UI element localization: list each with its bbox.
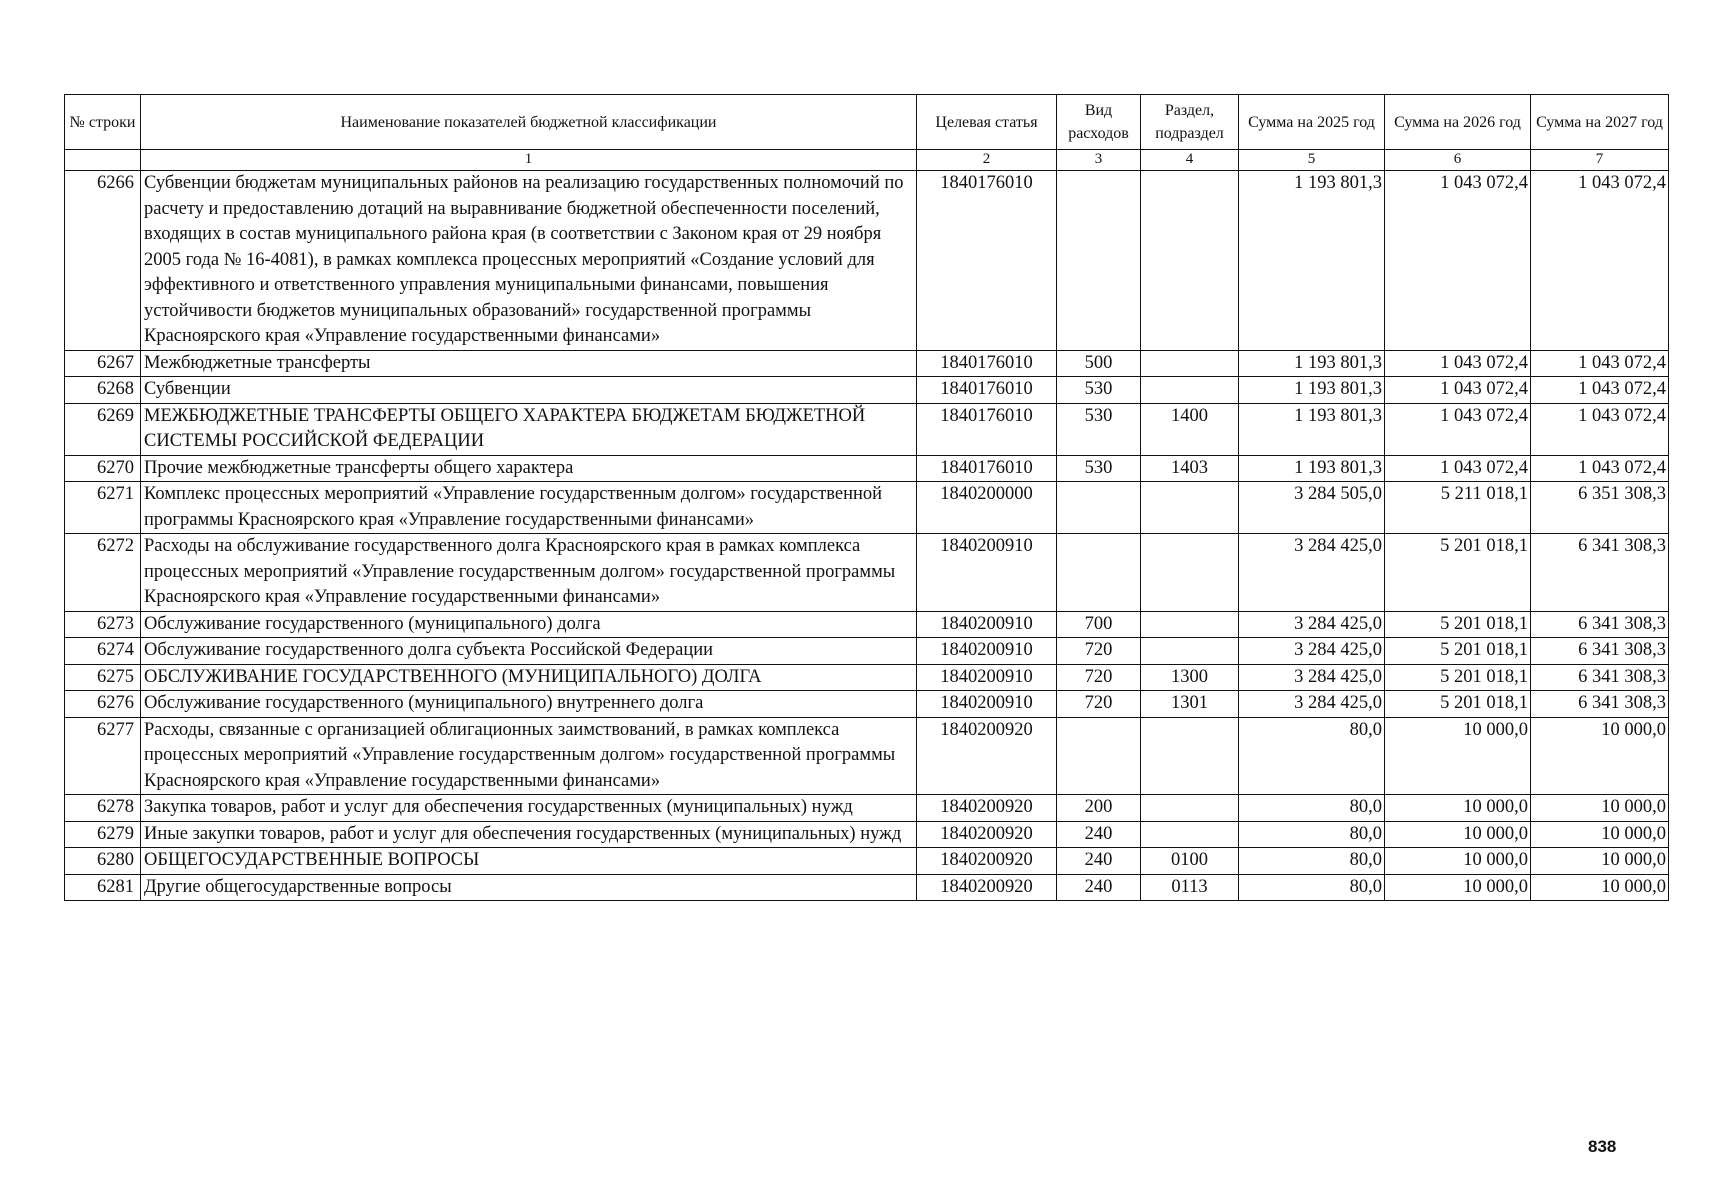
row-number: 6276 bbox=[65, 691, 141, 718]
row-expense-kind: 530 bbox=[1057, 455, 1141, 482]
row-number: 6268 bbox=[65, 377, 141, 404]
column-number-row bbox=[65, 150, 1669, 171]
col-number: 7 bbox=[1531, 150, 1669, 171]
row-sum-2025: 3 284 425,0 bbox=[1239, 534, 1385, 612]
row-sum-2027: 1 043 072,4 bbox=[1531, 377, 1669, 404]
row-expense-kind: 530 bbox=[1057, 377, 1141, 404]
row-section bbox=[1141, 795, 1239, 822]
row-sum-2026: 10 000,0 bbox=[1385, 821, 1531, 848]
row-name: Иные закупки товаров, работ и услуг для обеспечения государственных (муниципальных) нужд bbox=[141, 821, 917, 848]
row-sum-2025: 80,0 bbox=[1239, 848, 1385, 875]
table-row bbox=[65, 638, 1669, 665]
row-target-article: 1840200000 bbox=[917, 482, 1057, 534]
row-sum-2026: 1 043 072,4 bbox=[1385, 171, 1531, 351]
row-name: Расходы, связанные с организацией облигационных заимствований, в рамках комплекса процессных мероприятий «Управление государственным долгом» государственной программы Красноярского края «Управление государственными финансами» bbox=[141, 717, 917, 795]
row-expense-kind: 240 bbox=[1057, 821, 1141, 848]
row-sum-2027: 1 043 072,4 bbox=[1531, 455, 1669, 482]
row-target-article: 1840200920 bbox=[917, 848, 1057, 875]
row-name: Другие общегосударственные вопросы bbox=[141, 874, 917, 901]
row-name: Расходы на обслуживание государственного долга Красноярского края в рамках комплекса процессных мероприятий «Управление государственным долгом» государственной программы Красноярского края «Управление государственными финансами» bbox=[141, 534, 917, 612]
row-target-article: 1840200910 bbox=[917, 611, 1057, 638]
row-expense-kind bbox=[1057, 171, 1141, 351]
row-number: 6280 bbox=[65, 848, 141, 875]
row-section: 0100 bbox=[1141, 848, 1239, 875]
row-sum-2026: 10 000,0 bbox=[1385, 795, 1531, 822]
row-target-article: 1840200920 bbox=[917, 821, 1057, 848]
row-name: Комплекс процессных мероприятий «Управление государственным долгом» государственной программы Красноярского края «Управление государственными финансами» bbox=[141, 482, 917, 534]
row-expense-kind: 240 bbox=[1057, 848, 1141, 875]
row-target-article: 1840200910 bbox=[917, 664, 1057, 691]
row-sum-2025: 3 284 505,0 bbox=[1239, 482, 1385, 534]
row-sum-2027: 1 043 072,4 bbox=[1531, 403, 1669, 455]
row-target-article: 1840176010 bbox=[917, 350, 1057, 377]
row-expense-kind bbox=[1057, 534, 1141, 612]
row-sum-2027: 6 341 308,3 bbox=[1531, 664, 1669, 691]
table-row bbox=[65, 403, 1669, 455]
col-number: 4 bbox=[1141, 150, 1239, 171]
row-sum-2027: 6 341 308,3 bbox=[1531, 638, 1669, 665]
row-expense-kind: 530 bbox=[1057, 403, 1141, 455]
row-sum-2027: 6 341 308,3 bbox=[1531, 534, 1669, 612]
row-sum-2026: 1 043 072,4 bbox=[1385, 350, 1531, 377]
col-number bbox=[65, 150, 141, 171]
row-sum-2026: 1 043 072,4 bbox=[1385, 377, 1531, 404]
row-target-article: 1840200920 bbox=[917, 717, 1057, 795]
row-expense-kind: 720 bbox=[1057, 691, 1141, 718]
row-sum-2026: 10 000,0 bbox=[1385, 717, 1531, 795]
row-sum-2025: 1 193 801,3 bbox=[1239, 403, 1385, 455]
row-sum-2027: 10 000,0 bbox=[1531, 795, 1669, 822]
row-sum-2027: 6 351 308,3 bbox=[1531, 482, 1669, 534]
row-target-article: 1840200920 bbox=[917, 795, 1057, 822]
row-number: 6278 bbox=[65, 795, 141, 822]
row-name: Обслуживание государственного (муниципального) внутреннего долга bbox=[141, 691, 917, 718]
row-sum-2025: 3 284 425,0 bbox=[1239, 691, 1385, 718]
row-section bbox=[1141, 482, 1239, 534]
row-sum-2025: 1 193 801,3 bbox=[1239, 171, 1385, 351]
table-row bbox=[65, 717, 1669, 795]
row-sum-2025: 1 193 801,3 bbox=[1239, 377, 1385, 404]
row-name: Субвенции бюджетам муниципальных районов на реализацию государственных полномочий по расчету и предоставлению дотаций на выравнивание бюджетной обеспеченности поселений, входящих в состав муниципального района края (в соответствии с Законом края от 29 ноября 2005 года № 16-4081), в рамках комплекса процессных мероприятий «Создание условий для эффективного и ответственного управления муниципальными финансами, повышения устойчивости бюджетов муниципальных образований» государственной программы Красноярского края «Управление государственными финансами» bbox=[141, 171, 917, 351]
row-target-article: 1840176010 bbox=[917, 171, 1057, 351]
row-name: Обслуживание государственного (муниципального) долга bbox=[141, 611, 917, 638]
row-sum-2027: 10 000,0 bbox=[1531, 848, 1669, 875]
col-header-name: Наименование показателей бюджетной классификации bbox=[141, 95, 917, 150]
col-number: 3 bbox=[1057, 150, 1141, 171]
row-section bbox=[1141, 717, 1239, 795]
row-section: 1403 bbox=[1141, 455, 1239, 482]
row-expense-kind: 720 bbox=[1057, 664, 1141, 691]
row-sum-2026: 5 201 018,1 bbox=[1385, 534, 1531, 612]
row-expense-kind: 240 bbox=[1057, 874, 1141, 901]
row-number: 6279 bbox=[65, 821, 141, 848]
row-sum-2025: 3 284 425,0 bbox=[1239, 611, 1385, 638]
row-number: 6272 bbox=[65, 534, 141, 612]
table-row bbox=[65, 664, 1669, 691]
row-sum-2027: 10 000,0 bbox=[1531, 874, 1669, 901]
row-sum-2026: 1 043 072,4 bbox=[1385, 455, 1531, 482]
row-name: Субвенции bbox=[141, 377, 917, 404]
row-sum-2027: 1 043 072,4 bbox=[1531, 350, 1669, 377]
row-number: 6271 bbox=[65, 482, 141, 534]
row-sum-2026: 10 000,0 bbox=[1385, 874, 1531, 901]
row-expense-kind bbox=[1057, 482, 1141, 534]
row-sum-2025: 80,0 bbox=[1239, 821, 1385, 848]
row-number: 6281 bbox=[65, 874, 141, 901]
row-sum-2025: 3 284 425,0 bbox=[1239, 638, 1385, 665]
row-sum-2027: 10 000,0 bbox=[1531, 821, 1669, 848]
row-sum-2026: 5 211 018,1 bbox=[1385, 482, 1531, 534]
col-number: 6 bbox=[1385, 150, 1531, 171]
table-row bbox=[65, 821, 1669, 848]
row-target-article: 1840200920 bbox=[917, 874, 1057, 901]
row-section bbox=[1141, 377, 1239, 404]
page-number: 838 bbox=[1588, 1137, 1617, 1156]
row-section: 1301 bbox=[1141, 691, 1239, 718]
row-name: МЕЖБЮДЖЕТНЫЕ ТРАНСФЕРТЫ ОБЩЕГО ХАРАКТЕРА БЮДЖЕТАМ БЮДЖЕТНОЙ СИСТЕМЫ РОССИЙСКОЙ ФЕДЕРАЦИИ bbox=[141, 403, 917, 455]
table-row bbox=[65, 171, 1669, 351]
col-header-target: Целевая статья bbox=[917, 95, 1057, 150]
table-row bbox=[65, 377, 1669, 404]
table-row bbox=[65, 350, 1669, 377]
row-sum-2026: 5 201 018,1 bbox=[1385, 638, 1531, 665]
table-row bbox=[65, 795, 1669, 822]
table-body bbox=[65, 171, 1669, 901]
table-row bbox=[65, 534, 1669, 612]
row-section bbox=[1141, 534, 1239, 612]
col-header-kind: Вид расходов bbox=[1057, 95, 1141, 150]
row-sum-2027: 6 341 308,3 bbox=[1531, 691, 1669, 718]
row-name: Обслуживание государственного долга субъекта Российской Федерации bbox=[141, 638, 917, 665]
row-sum-2026: 1 043 072,4 bbox=[1385, 403, 1531, 455]
row-expense-kind bbox=[1057, 717, 1141, 795]
row-number: 6277 bbox=[65, 717, 141, 795]
row-expense-kind: 700 bbox=[1057, 611, 1141, 638]
row-sum-2027: 6 341 308,3 bbox=[1531, 611, 1669, 638]
table-row bbox=[65, 874, 1669, 901]
row-sum-2026: 10 000,0 bbox=[1385, 848, 1531, 875]
row-expense-kind: 200 bbox=[1057, 795, 1141, 822]
row-number: 6274 bbox=[65, 638, 141, 665]
row-target-article: 1840176010 bbox=[917, 377, 1057, 404]
col-header-section: Раздел, подраздел bbox=[1141, 95, 1239, 150]
row-section bbox=[1141, 350, 1239, 377]
col-header-sum-2025: Сумма на 2025 год bbox=[1239, 95, 1385, 150]
row-sum-2027: 10 000,0 bbox=[1531, 717, 1669, 795]
row-section: 1400 bbox=[1141, 403, 1239, 455]
budget-table bbox=[64, 94, 1669, 901]
row-target-article: 1840200910 bbox=[917, 691, 1057, 718]
row-name: Межбюджетные трансферты bbox=[141, 350, 917, 377]
row-target-article: 1840200910 bbox=[917, 638, 1057, 665]
row-name: ОБСЛУЖИВАНИЕ ГОСУДАРСТВЕННОГО (МУНИЦИПАЛЬНОГО) ДОЛГА bbox=[141, 664, 917, 691]
col-header-row-no: № строки bbox=[65, 95, 141, 150]
row-name: Прочие межбюджетные трансферты общего характера bbox=[141, 455, 917, 482]
row-sum-2025: 3 284 425,0 bbox=[1239, 664, 1385, 691]
row-sum-2026: 5 201 018,1 bbox=[1385, 611, 1531, 638]
row-number: 6269 bbox=[65, 403, 141, 455]
row-target-article: 1840176010 bbox=[917, 403, 1057, 455]
row-section bbox=[1141, 821, 1239, 848]
row-section: 0113 bbox=[1141, 874, 1239, 901]
table-row bbox=[65, 848, 1669, 875]
row-sum-2027: 1 043 072,4 bbox=[1531, 171, 1669, 351]
row-number: 6275 bbox=[65, 664, 141, 691]
row-expense-kind: 720 bbox=[1057, 638, 1141, 665]
row-sum-2026: 5 201 018,1 bbox=[1385, 691, 1531, 718]
row-sum-2025: 1 193 801,3 bbox=[1239, 455, 1385, 482]
row-sum-2026: 5 201 018,1 bbox=[1385, 664, 1531, 691]
row-sum-2025: 80,0 bbox=[1239, 717, 1385, 795]
col-header-sum-2027: Сумма на 2027 год bbox=[1531, 95, 1669, 150]
row-number: 6270 bbox=[65, 455, 141, 482]
row-sum-2025: 80,0 bbox=[1239, 795, 1385, 822]
row-section bbox=[1141, 611, 1239, 638]
row-section bbox=[1141, 171, 1239, 351]
table-row bbox=[65, 482, 1669, 534]
row-number: 6273 bbox=[65, 611, 141, 638]
table-row bbox=[65, 611, 1669, 638]
row-sum-2025: 1 193 801,3 bbox=[1239, 350, 1385, 377]
col-header-sum-2026: Сумма на 2026 год bbox=[1385, 95, 1531, 150]
col-number: 2 bbox=[917, 150, 1057, 171]
col-number: 5 bbox=[1239, 150, 1385, 171]
col-number: 1 bbox=[141, 150, 917, 171]
table-row bbox=[65, 455, 1669, 482]
row-name: ОБЩЕГОСУДАРСТВЕННЫЕ ВОПРОСЫ bbox=[141, 848, 917, 875]
row-target-article: 1840200910 bbox=[917, 534, 1057, 612]
row-number: 6266 bbox=[65, 171, 141, 351]
row-expense-kind: 500 bbox=[1057, 350, 1141, 377]
row-section: 1300 bbox=[1141, 664, 1239, 691]
row-section bbox=[1141, 638, 1239, 665]
row-number: 6267 bbox=[65, 350, 141, 377]
row-target-article: 1840176010 bbox=[917, 455, 1057, 482]
header-row bbox=[65, 95, 1669, 150]
table-row bbox=[65, 691, 1669, 718]
row-name: Закупка товаров, работ и услуг для обеспечения государственных (муниципальных) нужд bbox=[141, 795, 917, 822]
row-sum-2025: 80,0 bbox=[1239, 874, 1385, 901]
